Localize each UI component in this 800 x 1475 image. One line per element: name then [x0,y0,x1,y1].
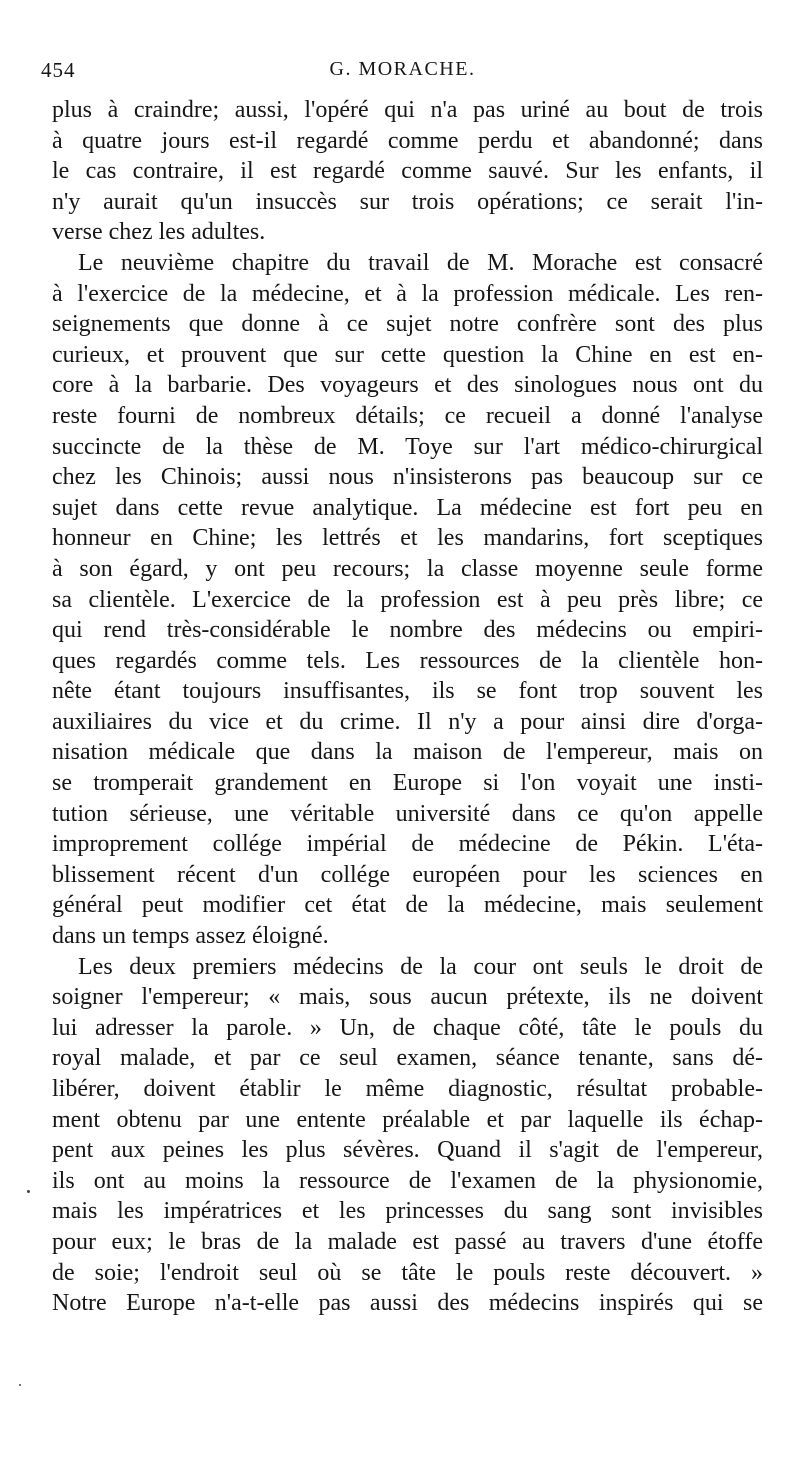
text-line: pent aux peines les plus sévères. Quand il s'agit de l'empereur, [52,1137,763,1164]
paragraph-start-line: Les deux premiers médecins de la cour ont seuls le droit de [78,953,763,980]
text-line: général peut modifier cet état de la médecine, mais seulement [52,892,763,919]
margin-speck [19,1384,21,1386]
text-line: mais les impératrices et les princesses du sang sont invisibles [52,1198,763,1225]
running-head [41,58,764,88]
text-line: verse chez les adultes. [52,219,266,246]
body-text [52,95,763,1319]
text-line: qui rend très-considérable le nombre des médecins ou empiri- [52,617,763,644]
text-line: à son égard, y ont peu recours; la classe moyenne seule forme [52,555,763,582]
text-line: soigner l'empereur; « mais, sous aucun prétexte, ils ne doivent [52,984,763,1011]
paragraph-start-line: Le neuvième chapitre du travail de M. Morache est consacré [78,249,763,276]
text-line: ques regardés comme tels. Les ressources de la clientèle hon- [52,647,763,674]
text-line: le cas contraire, il est regardé comme sauvé. Sur les enfants, il [52,158,763,185]
text-line: nisation médicale que dans la maison de l'empereur, mais on [52,739,763,766]
margin-speck [27,1190,30,1193]
text-line: de soie; l'endroit seul où se tâte le pouls reste découvert. » [52,1259,763,1286]
text-line: seignements que donne à ce sujet notre confrère sont des plus [52,311,763,338]
page-number: 454 [41,58,76,82]
text-line: core à la barbarie. Des voyageurs et des sinologues nous ont du [52,372,763,399]
text-line: improprement collége impérial de médecine de Pékin. L'éta- [52,831,763,858]
text-line: à quatre jours est-il regardé comme perdu et abandonné; dans [52,127,763,154]
text-line: sujet dans cette revue analytique. La médecine est fort peu en [52,494,763,521]
text-line: ment obtenu par une entente préalable et par laquelle ils échap- [52,1106,763,1133]
text-line: sa clientèle. L'exercice de la profession est à peu près libre; ce [52,586,763,613]
text-line: tution sérieuse, une véritable université dans ce qu'on appelle [52,800,763,827]
text-line: pour eux; le bras de la malade est passé au travers d'une étoffe [52,1228,763,1255]
text-line: n'y aurait qu'un insuccès sur trois opérations; ce serait l'in- [52,188,763,215]
text-line: plus à craindre; aussi, l'opéré qui n'a pas uriné au bout de trois [52,97,763,123]
text-line: se tromperait grandement en Europe si l'on voyait une insti- [52,770,763,797]
text-line: blissement récent d'un collége européen pour les sciences en [52,861,763,888]
text-line: honneur en Chine; les lettrés et les mandarins, fort sceptiques [52,525,763,552]
text-line: succincte de la thèse de M. Toye sur l'art médico-chirurgical [52,433,763,460]
text-line: reste fourni de nombreux détails; ce recueil a donné l'analyse [52,402,763,429]
text-line: curieux, et prouvent que sur cette question la Chine en est en- [52,341,763,368]
text-line: chez les Chinois; aussi nous n'insisterons pas beaucoup sur ce [52,464,763,491]
text-line: dans un temps assez éloigné. [52,923,329,950]
text-line: libérer, doivent établir le même diagnostic, résultat probable- [52,1076,763,1102]
text-line: royal malade, et par ce seul examen, séance tenante, sans dé- [52,1045,763,1072]
text-line: nête étant toujours insuffisantes, ils se font trop souvent les [52,678,763,705]
text-line: lui adresser la parole. » Un, de chaque côté, tâte le pouls du [52,1014,763,1041]
text-line: Notre Europe n'a-t-elle pas aussi des médecins inspirés qui se [52,1290,763,1317]
text-line: ils ont au moins la ressource de l'examen de la physionomie, [52,1167,763,1194]
running-title: G. MORACHE. [329,58,476,80]
text-line: à l'exercice de la médecine, et à la profession médicale. Les ren- [52,280,763,307]
text-line: auxiliaires du vice et du crime. Il n'y a pour ainsi dire d'orga- [52,708,763,735]
